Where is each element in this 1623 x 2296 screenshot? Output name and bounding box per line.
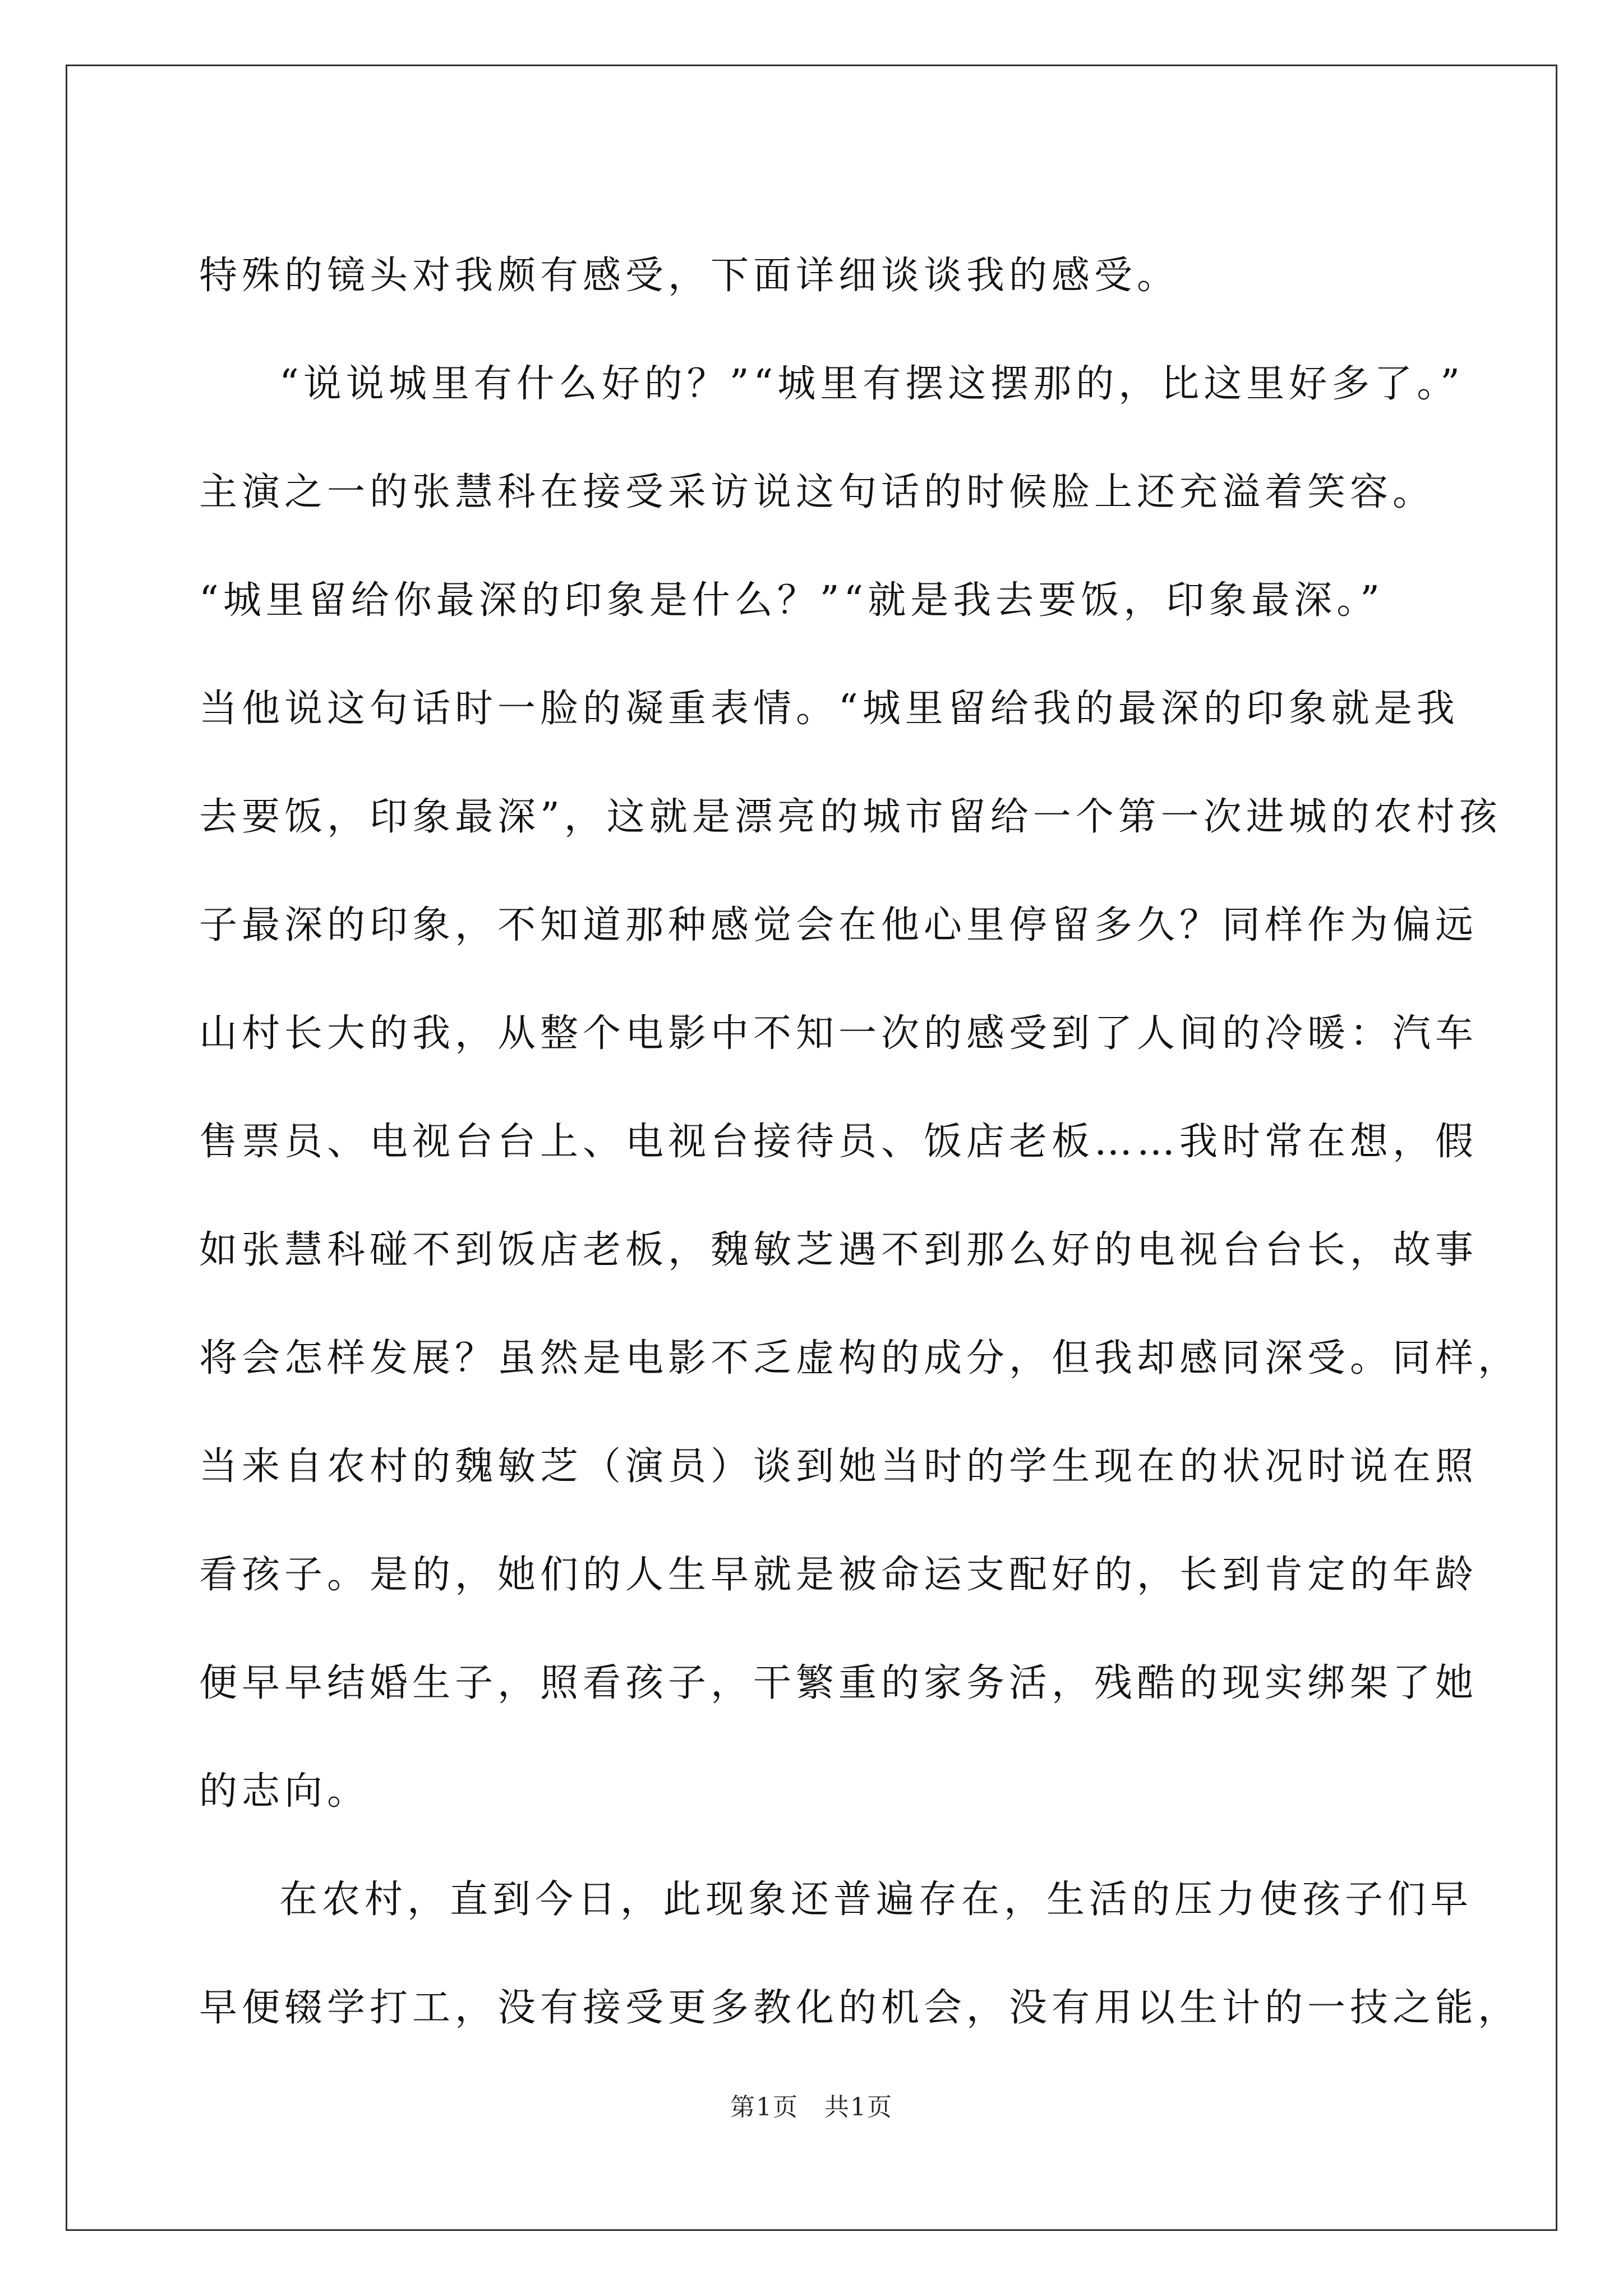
text-line: 去要饭，印象最深”，这就是漂亮的城市留给一个第一次进城的农村孩 <box>199 795 1502 839</box>
text-line: “说说城里有什么好的？”“城里有摆这摆那的，比这里好多了。” <box>279 362 1465 406</box>
text-line: 特殊的镜头对我颇有感受，下面详细谈谈我的感受。 <box>199 254 1180 298</box>
text-line: 子最深的印象，不知道那种感觉会在他心里停留多久？同样作为偏远 <box>199 903 1478 947</box>
text-line: 当来自农村的魏敏芝（演员）谈到她当时的学生现在的状况时说在照 <box>199 1444 1478 1489</box>
text-line: “城里留给你最深的印象是什么？”“就是我去要饭，印象最深。” <box>199 578 1385 623</box>
text-line: 售票员、电视台台上、电视台接待员、饭店老板……我时常在想，假 <box>199 1120 1478 1164</box>
text-line: 的志向。 <box>199 1769 370 1814</box>
text-line: 早便辍学打工，没有接受更多教化的机会，没有用以生计的一技之能， <box>199 1986 1521 2030</box>
text-line: 如张慧科碰不到饭店老板，魏敏芝遇不到那么好的电视台台长，故事 <box>199 1228 1478 1272</box>
text-line: 将会怎样发展？虽然是电影不乏虚构的成分，但我却感同深受。同样， <box>199 1336 1521 1381</box>
text-line: 看孩子。是的，她们的人生早就是被命运支配好的，长到肯定的年龄 <box>199 1553 1478 1597</box>
document-body <box>199 222 1521 2062</box>
text-line: 便早早结婚生子，照看孩子，干繁重的家务活，残酷的现实绑架了她 <box>199 1661 1478 1705</box>
text-line: 当他说这句话时一脸的凝重表情。“城里留给我的最深的印象就是我 <box>199 687 1459 731</box>
text-line: 主演之一的张慧科在接受采访说这句话的时候脸上还充溢着笑容。 <box>199 470 1436 514</box>
text-line: 在农村，直到今日，此现象还普遍存在，生活的压力使孩子们早 <box>279 1878 1473 1922</box>
text-line: 山村长大的我，从整个电影中不知一次的感受到了人间的冷暖：汽车 <box>199 1011 1478 1056</box>
page-number-footer: 第1页 共1页 <box>730 2093 893 2122</box>
